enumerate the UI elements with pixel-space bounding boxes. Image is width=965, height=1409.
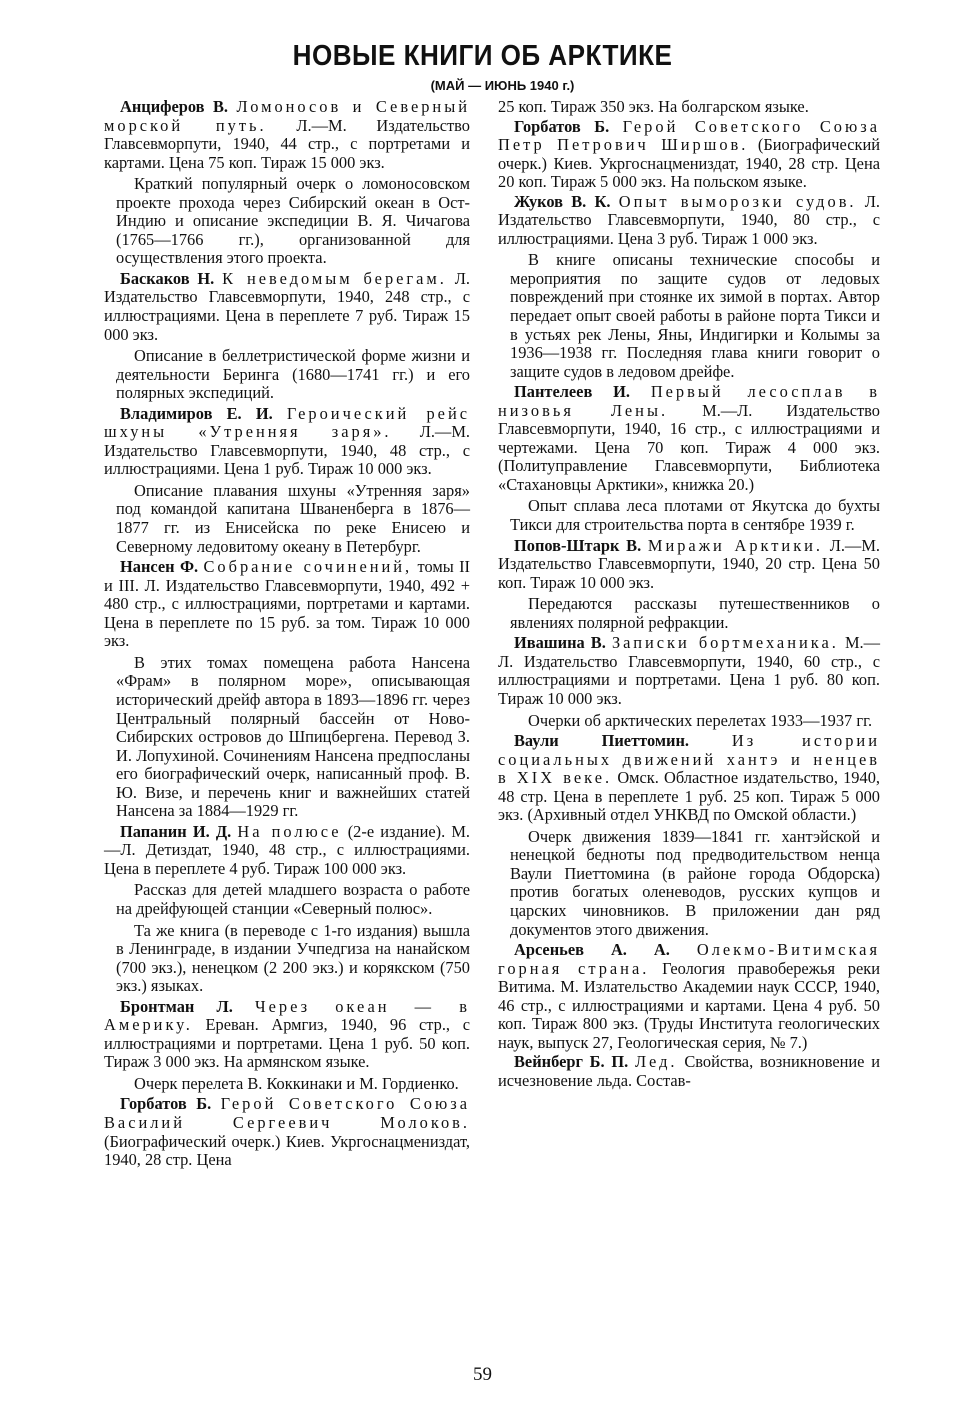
entry-details: Геология правобережья реки Витима. М. Излательство Академии наук СССР, 1940, 46 стр., с иллюстрациями и картами. Цена 4 руб. 50 коп. Тираж 800 экз. (Труды Института геологических наук, выпуск 27, Геологическая серия, № 7.) bbox=[498, 958, 880, 1052]
bibliography-entry bbox=[498, 193, 880, 249]
bibliography-entry bbox=[104, 1095, 470, 1169]
entry-author: Горбатов Б. bbox=[120, 1094, 212, 1114]
entry-details: Л.—М. Издательство Главсевморпути, 1940, 44 стр., с портретами и картами. Цена 75 коп. Тираж 15 000 экз. bbox=[104, 115, 470, 172]
bibliography-entry bbox=[104, 998, 470, 1072]
entry-author: Пантелеев И. bbox=[514, 382, 630, 402]
entry-title: Олекмо-Витимская горная страна. bbox=[498, 940, 880, 978]
entry-author: Ивашина В. bbox=[514, 633, 606, 653]
entry-annotation: Краткий популярный очерк о ломоносовском проекте прохода через Сибирский океан в Ост-Индию и описание экспедиции В. Я. Чичагова (1765—1766 гг.), организованной для осуществления этого проекта. bbox=[116, 174, 470, 268]
entry-annotation: Очерк движения 1839—1841 гг. хантэйской и ненецкой бедноты под предводительством ненца Ваули Пиеттомина (в районе города Обдорска) против богатых оленеводов, русских купцов и царских чиновников. В приложении дан ряд документов этого движения. bbox=[510, 826, 880, 939]
page-title: НОВЫЕ КНИГИ ОБ АРКТИКЕ bbox=[292, 40, 673, 72]
entry-annotation: Передаются рассказы путешественников о явлениях полярной рефракции. bbox=[510, 594, 880, 632]
entry-title: Ломоносов и Северный морской путь. bbox=[104, 97, 470, 135]
entry-author: Вейнберг Б. П. bbox=[514, 1052, 629, 1072]
bibliography-entry bbox=[104, 98, 470, 172]
entry-annotation: Очерки об арктических перелетах 1933—1937 гг. bbox=[528, 710, 873, 730]
entry-details: Л.—М. Издательство Главсевморпути, 1940, 48 стр., с иллюстрациями. Цена 1 руб. Тираж 10 000 экз. bbox=[104, 422, 470, 479]
entry-details: Л. Издательство Главсевморпути, 1940, 80 стр., с иллюстрациями. Цена 3 руб. Тираж 1 000 экз. bbox=[498, 191, 881, 248]
bibliography-entry bbox=[498, 383, 880, 494]
bibliography-entry bbox=[104, 270, 470, 344]
entry-details: Свойства, возникновение и исчезновение льда. Состав- bbox=[498, 1052, 880, 1090]
entry-details: Омск. Областное издательство, 1940, 48 стр. Цена в переплете 1 руб. 25 коп. Тираж 5 000 экз. (Архивный отдел УНКВД по Омской области.) bbox=[498, 768, 880, 825]
entry-details: (Биографический очерк.) Киев. Укргоснацмениздат, 1940, 28 стр. Цена bbox=[104, 1131, 470, 1170]
page-number: 59 bbox=[473, 1364, 492, 1385]
entry-annotation: В книге описаны технические способы и мероприятия по защите судов от ледовых повреждений при стоянке их зимой в портах. Автор передает опыт своей работы в районе порта Тикси и в устьях рек Лены, Яны, Индигирки и Колымы за 1936—1938 гг. Последняя глава книги говорит о защите судов в ледовом дрейфе. bbox=[510, 250, 880, 381]
entry-details: М.—Л. Издательство Главсевморпути, 1940, 60 стр., с иллюстрациями и портретами. Цена 1 руб. 80 коп. Тираж 10 000 экз. bbox=[498, 633, 880, 708]
entry-annotation: Очерк перелета В. Коккинаки и М. Гордиенко. bbox=[134, 1073, 459, 1093]
entry-author: Владимиров Е. И. bbox=[120, 403, 273, 423]
entry-title: Первый лесосплав в низовья Лены. bbox=[498, 382, 880, 420]
entry-annotation: Описание в беллетристической форме жизни и деятельности Беринга (1680—1741 гг.) и его полярных экспедиций. bbox=[116, 346, 470, 403]
left-column bbox=[104, 98, 470, 1171]
entry-author: Жуков В. К. bbox=[514, 191, 611, 211]
bibliography-entry bbox=[498, 1053, 880, 1090]
entry-annotation: Та же книга (в переводе с 1-го издания) вышла в Ленинграде, в издании Учпедгиза на нанайском (700 экз.), ненецком (2 200 экз.) и корякском (750 экз.) языках. bbox=[116, 920, 470, 996]
entry-author: Баскаков Н. bbox=[120, 268, 215, 288]
entry-title: На полюсе bbox=[237, 821, 342, 841]
entry-title: Герой Советского Союза Петр Петрович Ширшов. bbox=[498, 116, 880, 155]
entry-details: Ереван. Армгиз, 1940, 96 стр., с иллюстрациями и портретами. Цена 1 руб. 50 коп. Тираж 3 000 экз. На армянском языке. bbox=[104, 1015, 470, 1072]
entry-details: (2-е издание). М.—Л. Детиздат, 1940, 48 стр., с иллюстрациями. Цена в переплете 4 руб. Тираж 100 000 экз. bbox=[104, 821, 470, 878]
entry-title: Записки бортмеханика. bbox=[611, 633, 839, 653]
entry-annotation: В этих томах помещена работа Нансена «Фрам» в полярном море», описывающая исторический дрейф автора в 1893—1896 гг. через Центральный полярный бассейн от Ново-Сибирских островов до Шпицбергена. Перевод З. И. Лопухиной. Сочинениям Нансена предпосланы его биографический очерк, написанный проф. В. Ю. Визе, и перечень книг и важнейших статей Нансена за 1884—1929 гг. bbox=[116, 652, 470, 821]
entry-annotation: Описание плавания шхуны «Утренняя заря» под командой капитана Шваненберга в 1876—1877 гг. из Енисейска по реке Енисею и Северному ледовитому океану в Петербург. bbox=[116, 480, 470, 556]
right-column bbox=[498, 98, 880, 1091]
bibliography-entry bbox=[498, 941, 880, 1052]
entry-details: М.—Л. Издательство Главсевморпути, 1940, 16 стр., с иллюстрациями и чертежами. Цена 70 коп. Тираж 4 000 экз. (Политуправление Главсевморпути, Библиотека «Стахановцы Арктики», книжка 20.) bbox=[498, 400, 880, 494]
bibliography-entry bbox=[104, 558, 470, 651]
entry-annotation: Рассказ для детей младшего возраста о работе на дрейфующей станции «Северный полюс». bbox=[116, 880, 470, 918]
entry-author: Ваули Пиеттомин. bbox=[514, 731, 689, 751]
entry-details: Л. Издательство Главсевморпути, 1940, 248 стр., с иллюстрациями. Цена в переплете 7 руб. Тираж 15 000 экз. bbox=[104, 268, 470, 344]
entry-title: Через океан — в Америку. bbox=[104, 996, 470, 1035]
entry-author: Арсеньев А. А. bbox=[514, 940, 670, 960]
entry-author: Попов-Штарк В. bbox=[514, 535, 642, 555]
entry-title: Миражи Арктики. bbox=[647, 535, 824, 555]
bibliography-entry bbox=[498, 537, 880, 593]
bibliography-entry bbox=[498, 118, 880, 192]
entry-title: Собрание сочинений, bbox=[203, 557, 413, 577]
entry-title: Лед. bbox=[635, 1052, 678, 1072]
entry-author: Бронтман Л. bbox=[120, 996, 233, 1016]
entry-details: (Биографический очерк.) Киев. Укргоснацмениздат, 1940, 28 стр. Цена 20 коп. Тираж 5 000 экз. На польском языке. bbox=[498, 135, 880, 192]
entry-continuation: 25 коп. Тираж 350 экз. На болгарском языке. bbox=[498, 97, 809, 116]
bibliography-entry bbox=[498, 732, 880, 825]
entry-author: Горбатов Б. bbox=[514, 116, 610, 136]
bibliography-entry bbox=[104, 405, 470, 479]
entry-details: Л.—М. Издательство Главсевморпути, 1940, 20 стр. Цена 50 коп. Тираж 10 000 экз. bbox=[498, 535, 880, 592]
entry-title: Из истории социальных движений хантэ и ненцев в XIX веке. bbox=[498, 731, 880, 788]
bibliography-entry bbox=[498, 634, 880, 708]
entry-author: Папанин И. Д. bbox=[120, 821, 232, 841]
entry-author: Анциферов В. bbox=[120, 97, 229, 116]
entry-annotation: Опыт сплава леса плотами от Якутска до бухты Тикси для строительства порта в сентябре 1939 г. bbox=[510, 496, 880, 535]
entry-title: Опыт выморозки судов. bbox=[618, 191, 857, 211]
entry-author: Нансен Ф. bbox=[120, 557, 199, 577]
entry-title: Героический рейс шхуны «Утренняя заря». bbox=[104, 403, 470, 442]
bibliography-entry bbox=[104, 823, 470, 879]
entry-details: томы II и III. Л. Издательство Главсевморпути, 1940, 492 + 480 стр., с иллюстрациями, портретами и картами. Цена в переплете по 15 руб. за том. Тираж 10 000 экз. bbox=[104, 557, 471, 651]
entry-title: К неведомым берегам. bbox=[222, 268, 447, 288]
page-subtitle: (МАЙ — ИЮНЬ 1940 г.) bbox=[430, 78, 575, 93]
entry-title: Герой Советского Союза Василий Сергеевич Молоков. bbox=[104, 1094, 470, 1132]
